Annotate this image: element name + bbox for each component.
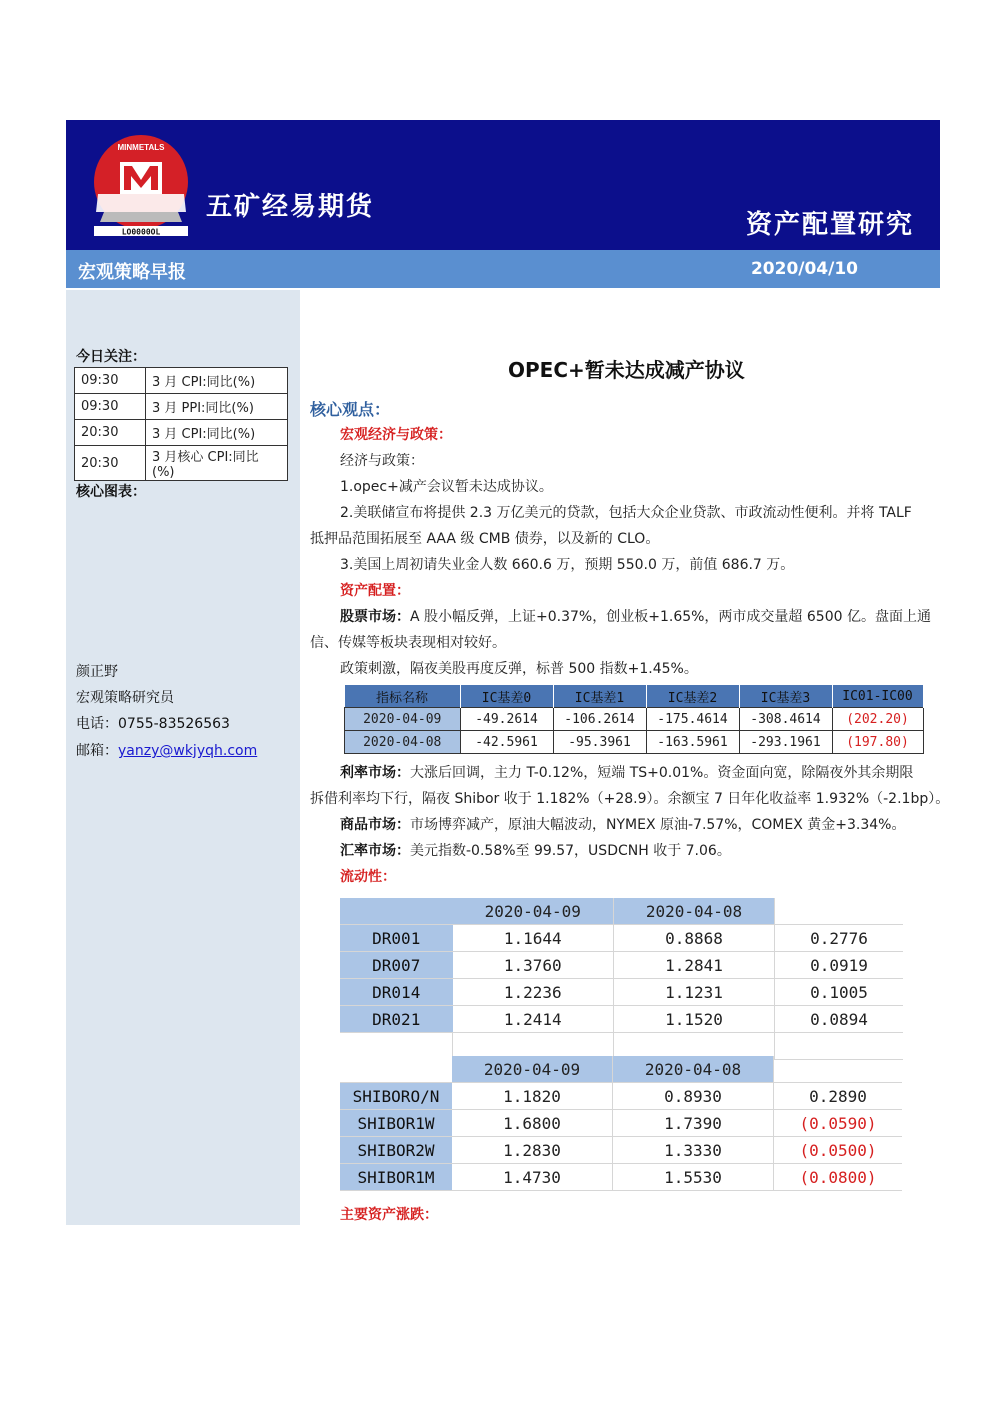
core-heading: 核心观点： — [310, 400, 391, 419]
focus-row — [75, 394, 288, 420]
table-cell: 1.4730 — [452, 1164, 613, 1191]
report-title: OPEC+暂未达成减产协议 — [508, 358, 745, 382]
table-header-row — [345, 685, 924, 708]
focus-title: 今日关注： — [76, 349, 146, 365]
rate-name: SHIBOR1M — [340, 1164, 452, 1191]
email-link[interactable]: yanzy@wkjyqh.com — [118, 743, 258, 759]
rate-label: 利率市场： — [340, 765, 410, 781]
table-cell: -106.2614 — [553, 708, 646, 731]
table-cell: 1.3330 — [613, 1137, 774, 1164]
commodity-line — [340, 814, 905, 834]
report-subbar — [66, 250, 940, 288]
core-chart-title: 核心图表： — [76, 484, 146, 500]
table-row — [340, 1110, 902, 1137]
analyst-name: 颜正野 — [76, 664, 118, 680]
table-cell: 1.7390 — [613, 1110, 774, 1137]
table-cell: 2020-04-08 — [345, 731, 461, 754]
table-cell: -308.4614 — [739, 708, 832, 731]
rate-name: SHIBORO/N — [340, 1083, 452, 1110]
header-banner — [66, 120, 940, 250]
table-row — [340, 1137, 902, 1164]
table-header: IC基差0 — [460, 685, 553, 708]
fx-text: 美元指数-0.58%至 99.57，USDCNH 收于 7.06。 — [410, 843, 731, 859]
table-cell: 1.5530 — [613, 1164, 774, 1191]
table-header-row — [340, 1056, 902, 1083]
table-cell: (0.0590) — [774, 1110, 903, 1137]
department-name: 资产配置研究 — [745, 210, 914, 240]
table-cell: 0.8868 — [614, 925, 775, 952]
analyst-title: 宏观策略研究员 — [76, 690, 174, 706]
table-cell: 1.1644 — [453, 925, 614, 952]
table-cell: 1.6800 — [452, 1110, 613, 1137]
focus-event: 3 月 PPI:同比(%) — [146, 394, 288, 420]
table-cell: 0.2776 — [775, 925, 904, 952]
table-header: IC基差3 — [739, 685, 832, 708]
table-cell: -175.4614 — [646, 708, 739, 731]
shibor-table — [340, 1056, 902, 1191]
table-row — [340, 952, 903, 979]
table-cell — [775, 898, 904, 925]
commodity-text: 市场博弈减产，原油大幅波动，NYMEX 原油-7.57%，COMEX 黄金+3.34%。 — [410, 817, 906, 833]
major-assets-heading: 主要资产涨跌： — [340, 1207, 438, 1223]
report-type: 宏观策略早报 — [78, 262, 186, 283]
table-cell — [340, 898, 453, 925]
rate-text: 大涨后回调，主力 T-0.12%，短端 TS+0.01%。资金面向宽，除隔夜外其余期限 — [410, 765, 914, 781]
macro-intro: 经济与政策： — [340, 453, 424, 469]
table-cell: 2020-04-09 — [345, 708, 461, 731]
table-header: IC基差2 — [646, 685, 739, 708]
stock-text-3: 政策刺激，隔夜美股再度反弹，标普 500 指数+1.45%。 — [340, 661, 698, 677]
table-row — [340, 1006, 903, 1033]
table-cell: (197.80) — [832, 731, 923, 754]
table-header: 2020-04-08 — [614, 898, 775, 925]
fx-label: 汇率市场： — [340, 843, 410, 859]
focus-row — [75, 368, 288, 394]
table-cell: -95.3961 — [553, 731, 646, 754]
focus-event: 3 月 CPI:同比(%) — [146, 368, 288, 394]
table-cell: -293.1961 — [739, 731, 832, 754]
liquidity-heading: 流动性： — [340, 869, 396, 885]
rate-name: SHIBOR2W — [340, 1137, 452, 1164]
focus-event: 3 月 CPI:同比(%) — [146, 420, 288, 446]
table-cell: -49.2614 — [460, 708, 553, 731]
table-header: 2020-04-08 — [613, 1056, 774, 1083]
focus-time: 09:30 — [75, 394, 146, 420]
company-name: 五矿经易期货 — [206, 192, 375, 222]
table-cell — [774, 1056, 903, 1083]
stock-text: A 股小幅反弹，上证+0.37%，创业板+1.65%，两市成交量超 6500 亿。盘面上通 — [410, 609, 931, 625]
rate-line — [340, 762, 913, 782]
rate-name: SHIBOR1W — [340, 1110, 452, 1137]
macro-point: 2.美联储宣布将提供 2.3 万亿美元的贷款，包括大众企业贷款、市政流动性便利。并将 TALF — [340, 505, 912, 521]
table-cell: 1.2236 — [453, 979, 614, 1006]
focus-time: 09:30 — [75, 368, 146, 394]
table-row — [340, 1164, 902, 1191]
table-cell: 0.2890 — [774, 1083, 903, 1110]
svg-text:LO0000OL: LO0000OL — [121, 227, 161, 236]
table-header: 指标名称 — [345, 685, 461, 708]
rate-name: DR001 — [340, 925, 453, 952]
rate-name: DR021 — [340, 1006, 453, 1033]
report-date: 2020/04/10 — [750, 259, 858, 279]
stock-text-2: 信、传媒等板块表现相对较好。 — [310, 635, 506, 651]
table-cell: 0.0919 — [775, 952, 904, 979]
focus-time: 20:30 — [75, 420, 146, 446]
table-header: 2020-04-09 — [452, 1056, 613, 1083]
focus-table — [74, 367, 288, 481]
ic-basis-table — [344, 685, 924, 754]
table-cell: 1.2841 — [614, 952, 775, 979]
table-cell: 1.1231 — [614, 979, 775, 1006]
table-cell — [340, 1056, 452, 1083]
table-header: IC01-IC00 — [832, 685, 923, 708]
table-cell: (0.0500) — [774, 1137, 903, 1164]
table-cell: 1.3760 — [453, 952, 614, 979]
table-header: 2020-04-09 — [453, 898, 614, 925]
table-cell: (0.0800) — [774, 1164, 903, 1191]
table-cell: 0.8930 — [613, 1083, 774, 1110]
table-cell: 1.1520 — [614, 1006, 775, 1033]
fx-line — [340, 840, 731, 860]
commodity-label: 商品市场： — [340, 817, 410, 833]
stock-line — [340, 606, 931, 626]
table-row — [340, 925, 903, 952]
table-cell: 1.2414 — [453, 1006, 614, 1033]
logo-text: MINMETALS — [117, 143, 165, 152]
analyst-email-line — [76, 740, 257, 760]
rate-name: DR007 — [340, 952, 453, 979]
focus-event: 3 月核心 CPI:同比(%) — [146, 446, 288, 481]
macro-point: 1.opec+减产会议暂未达成协议。 — [340, 479, 553, 495]
table-cell: -42.5961 — [460, 731, 553, 754]
table-row — [340, 1083, 902, 1110]
macro-point: 3.美国上周初请失业金人数 660.6 万，预期 550.0 万，前值 686.7 万。 — [340, 557, 795, 573]
rate-name: DR014 — [340, 979, 453, 1006]
email-label: 邮箱： — [76, 743, 118, 759]
company-logo — [90, 134, 192, 236]
table-cell: -163.5961 — [646, 731, 739, 754]
repo-rate-table — [340, 898, 903, 1060]
focus-row — [75, 420, 288, 446]
table-cell: 0.0894 — [775, 1006, 904, 1033]
table-cell: 1.2830 — [452, 1137, 613, 1164]
table-cell: (202.20) — [832, 708, 923, 731]
analyst-phone: 电话：0755-83526563 — [76, 716, 230, 732]
macro-heading: 宏观经济与政策： — [340, 427, 452, 443]
table-header-row — [340, 898, 903, 925]
macro-point: 抵押品范围拓展至 AAA 级 CMB 债券，以及新的 CLO。 — [310, 531, 660, 547]
table-cell: 0.1005 — [775, 979, 904, 1006]
focus-time: 20:30 — [75, 446, 146, 481]
table-row — [345, 708, 924, 731]
asset-heading: 资产配置： — [340, 583, 410, 599]
stock-label: 股票市场： — [340, 609, 410, 625]
sidebar — [66, 290, 300, 1225]
rate-text-2: 拆借利率均下行，隔夜 Shibor 收于 1.182%（+28.9）。余额宝 7 日年化收益率 1.932%（-2.1bp）。 — [310, 791, 950, 807]
table-row — [345, 731, 924, 754]
table-cell: 1.1820 — [452, 1083, 613, 1110]
table-header: IC基差1 — [553, 685, 646, 708]
focus-row — [75, 446, 288, 481]
table-row — [340, 979, 903, 1006]
